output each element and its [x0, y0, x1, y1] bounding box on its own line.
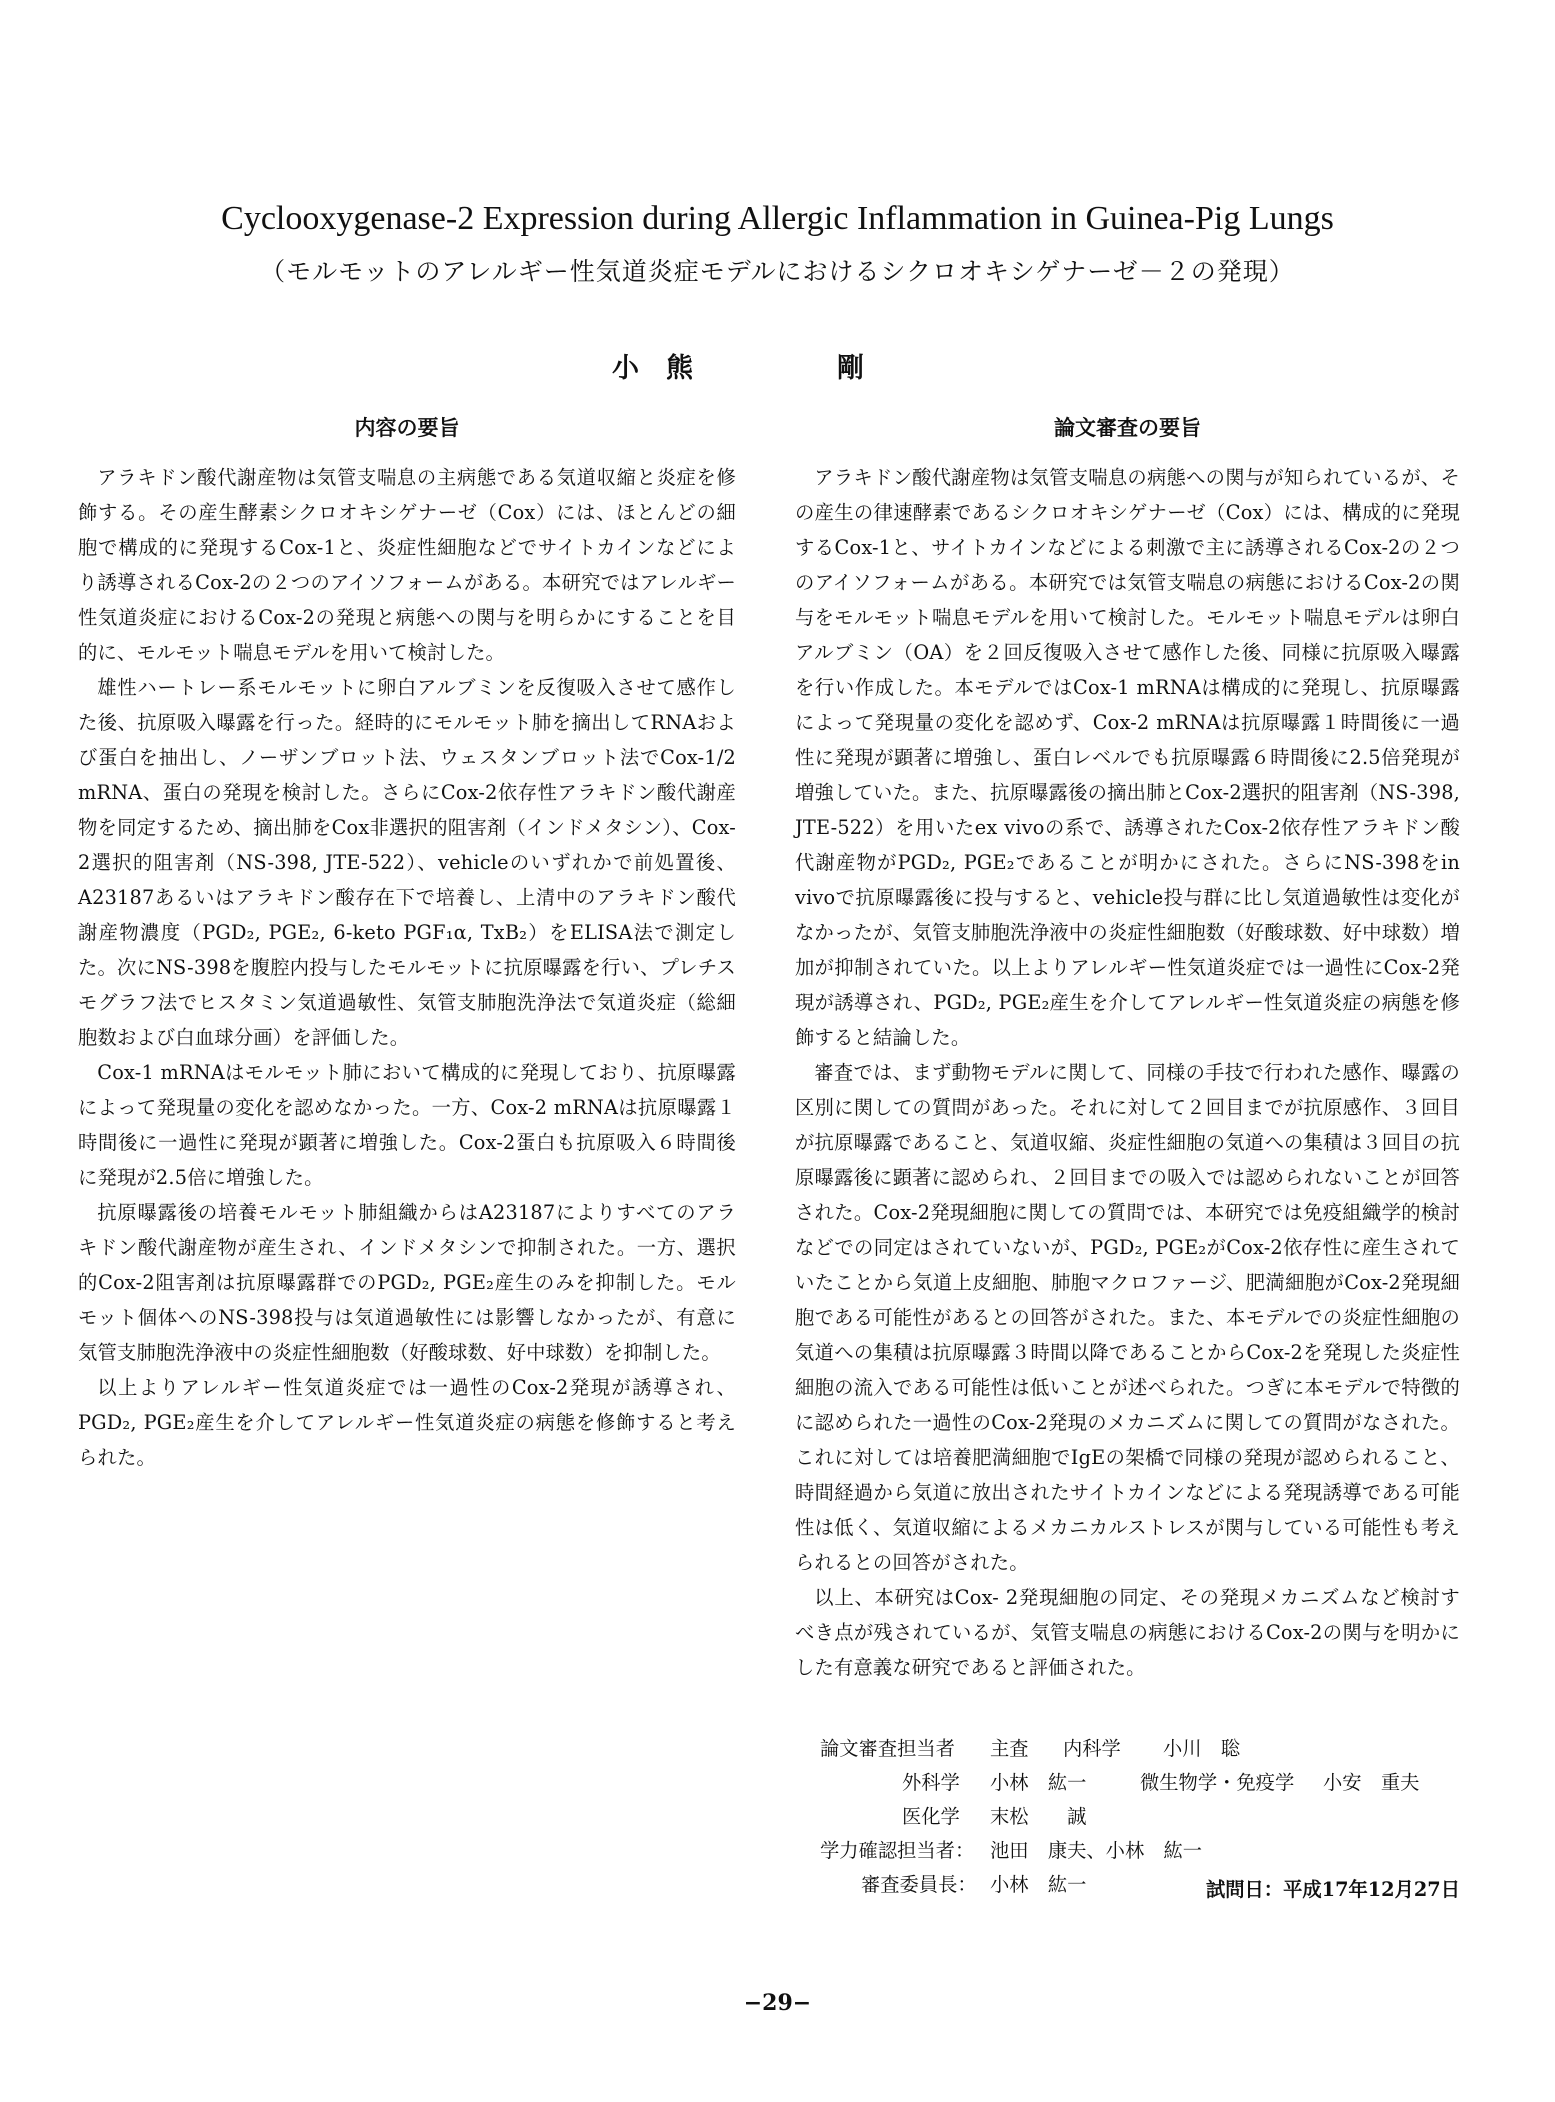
summary-heading: 内容の要旨 [354, 415, 460, 440]
reviewer-line-confirm [795, 1834, 1460, 1868]
surgery-department: 外科学 [902, 1771, 960, 1794]
review-paragraph: 審査では、まず動物モデルに関して、同様の手技で行われた感作、曝露の区別に関しての質問があった。それに対して２回目までが抗原感作、３回目が抗原曝露であること、気道収縮、炎症性細胞の気道への集積は３回目の抗原曝露後に顕著に認められ、２回目までの吸入では認められないことが回答された。Cox-2発現細胞に関しての質問では、本研究では免疫組織学的検討などでの同定はされていないが、PGD₂, PGE₂がCox-2依存性に産生されていたことから気道上皮細胞、肺胞マクロファージ、肥満細胞がCox-2発現細胞である可能性があるとの回答がされた。また、本モデルでの炎症性細胞の気道への集積は抗原曝露３時間以降であることからCox-2を発現した炎症性細胞の流入である可能性は低いことが述べられた。つぎに本モデルで特徴的に認められた一過性のCox-2発現のメカニズムに関しての質問がなされた。これに対しては培養肥満細胞でIgEの架橋で同様の発現が認められること、時間経過から気道に放出されたサイトカインなどによる発現誘導である可能性は低く、気道収縮によるメカニカルストレスが関与している可能性も考えられるとの回答がされた。 [795, 1061, 1460, 1574]
summary-column [78, 460, 736, 1475]
chief-name: 小川 聡 [1163, 1737, 1241, 1760]
microbiology-department: 微生物学・免疫学 [1140, 1771, 1295, 1794]
chief-role: 主査 [990, 1737, 1029, 1760]
committee-chair-label: 審査委員長： [861, 1873, 977, 1896]
confirm-names: 池田 康夫、小林 紘一 [990, 1839, 1203, 1862]
review-committee-label: 論文審査担当者 [820, 1737, 955, 1760]
page-number: −29− [743, 1990, 812, 2016]
author-given-name: 剛 [837, 353, 864, 384]
microbiology-reviewer-name: 小安 重夫 [1323, 1771, 1420, 1794]
exam-date: 試問日：平成17年12月27日 [1205, 1878, 1460, 1901]
reviewer-line-medchem [795, 1800, 1460, 1834]
reviewer-line-members [795, 1766, 1460, 1800]
summary-paragraph: Cox-1 mRNAはモルモット肺において構成的に発現しており、抗原曝露によって発現量の変化を認めなかった。一方、Cox-2 mRNAは抗原曝露１時間後に一過性に発現が顕著に増強した。Cox-2蛋白も抗原吸入６時間後に発現が2.5倍に増強した。 [78, 1061, 736, 1189]
summary-paragraph: 雄性ハートレー系モルモットに卵白アルブミンを反復吸入させて感作した後、抗原吸入曝露を行った。経時的にモルモット肺を摘出してRNAおよび蛋白を抽出し、ノーザンブロット法、ウェスタンブロット法でCox-1/2 mRNA、蛋白の発現を検討した。さらにCox-2依存性アラキドン酸代謝産物を同定するため、摘出肺をCox非選択的阻害剤（インドメタシン）、Cox-2選択的阻害剤（NS-398, JTE-522）、vehicleのいずれかで前処置後、A23187あるいはアラキドン酸存在下で培養し、上清中のアラキドン酸代謝産物濃度（PGD₂, PGE₂, 6-keto PGF₁α, TxB₂）をELISA法で測定した。次にNS-398を腹腔内投与したモルモットに抗原曝露を行い、プレチスモグラフ法でヒスタミン気道過敏性、気管支肺胞洗浄法で気道炎症（総細胞数および白血球分画）を評価した。 [78, 676, 736, 1049]
summary-paragraph: アラキドン酸代謝産物は気管支喘息の主病態である気道収縮と炎症を修飾する。その産生酵素シクロオキシゲナーゼ（Cox）には、ほとんどの細胞で構成的に発現するCox-1と、炎症性細胞などでサイトカインなどにより誘導されるCox-2の２つのアイソフォームがある。本研究ではアレルギー性気道炎症におけるCox-2の発現と病態への関与を明らかにすることを目的に、モルモット喘息モデルを用いて検討した。 [78, 466, 736, 664]
reviewer-line-chief [795, 1732, 1460, 1766]
review-column [795, 460, 1460, 1685]
review-paragraph: アラキドン酸代謝産物は気管支喘息の病態への関与が知られているが、その産生の律速酵素であるシクロオキシゲナーゼ（Cox）には、構成的に発現するCox-1と、サイトカインなどによる刺激で主に誘導されるCox-2の２つのアイソフォームがある。本研究では気管支喘息の病態におけるCox-2の関与をモルモット喘息モデルを用いて検討した。モルモット喘息モデルは卵白アルブミン（OA）を２回反復吸入させて感作した後、同様に抗原吸入曝露を行い作成した。本モデルではCox-1 mRNAは構成的に発現し、抗原曝露によって発現量の変化を認めず、Cox-2 mRNAは抗原曝露１時間後に一過性に発現が顕著に増強し、蛋白レベルでも抗原曝露６時間後に2.5倍発現が増強していた。また、抗原曝露後の摘出肺とCox-2選択的阻害剤（NS-398, JTE-522）を用いたex vivoの系で、誘導されたCox-2依存性アラキドン酸代謝産物がPGD₂, PGE₂であることが明かにされた。さらにNS-398をin vivoで抗原曝露後に投与すると、vehicle投与群に比し気道過敏性は変化がなかったが、気管支肺胞洗浄液中の炎症性細胞数（好酸球数、好中球数）増加が抑制されていた。以上よりアレルギー性気道炎症では一過性にCox-2発現が誘導され、PGD₂, PGE₂産生を介してアレルギー性気道炎症の病態を修飾すると結論した。 [795, 466, 1460, 1049]
summary-paragraph: 以上よりアレルギー性気道炎症では一過性のCox-2発現が誘導され、PGD₂, PGE₂産生を介してアレルギー性気道炎症の病態を修飾すると考えられた。 [78, 1376, 736, 1469]
medchem-reviewer-name: 末松 誠 [990, 1805, 1087, 1828]
confirm-label: 学力確認担当者： [820, 1839, 975, 1862]
review-heading: 論文審査の要旨 [1054, 415, 1201, 440]
review-paragraph: 以上、本研究はCox- 2発現細胞の同定、その発現メカニズムなど検討すべき点が残されているが、気管支喘息の病態におけるCox-2の関与を明かにした有意義な研究であると評価された。 [795, 1586, 1460, 1679]
surgery-reviewer-name: 小林 紘一 [990, 1771, 1087, 1794]
medchem-department: 医化学 [902, 1805, 960, 1828]
committee-chair-name: 小林 紘一 [990, 1873, 1087, 1896]
author-family-name: 小 熊 [612, 353, 693, 384]
summary-paragraph: 抗原曝露後の培養モルモット肺組織からはA23187によりすべてのアラキドン酸代謝産物が産生され、インドメタシンで抑制された。一方、選択的Cox-2阻害剤は抗原曝露群でのPGD₂, PGE₂産生のみを抑制した。モルモット個体へのNS-398投与は気道過敏性には影響しなかったが、有意に気管支肺胞洗浄液中の炎症性細胞数（好酸球数、好中球数）を抑制した。 [78, 1201, 736, 1364]
paper-title-english: Cyclooxygenase-2 Expression during Allergic Inflammation in Guinea-Pig Lungs [221, 200, 1334, 237]
paper-title-japanese: （モルモットのアレルギー性気道炎症モデルにおけるシクロオキシゲナーゼ－２の発現） [260, 257, 1295, 286]
chief-department: 内科学 [1063, 1737, 1121, 1760]
